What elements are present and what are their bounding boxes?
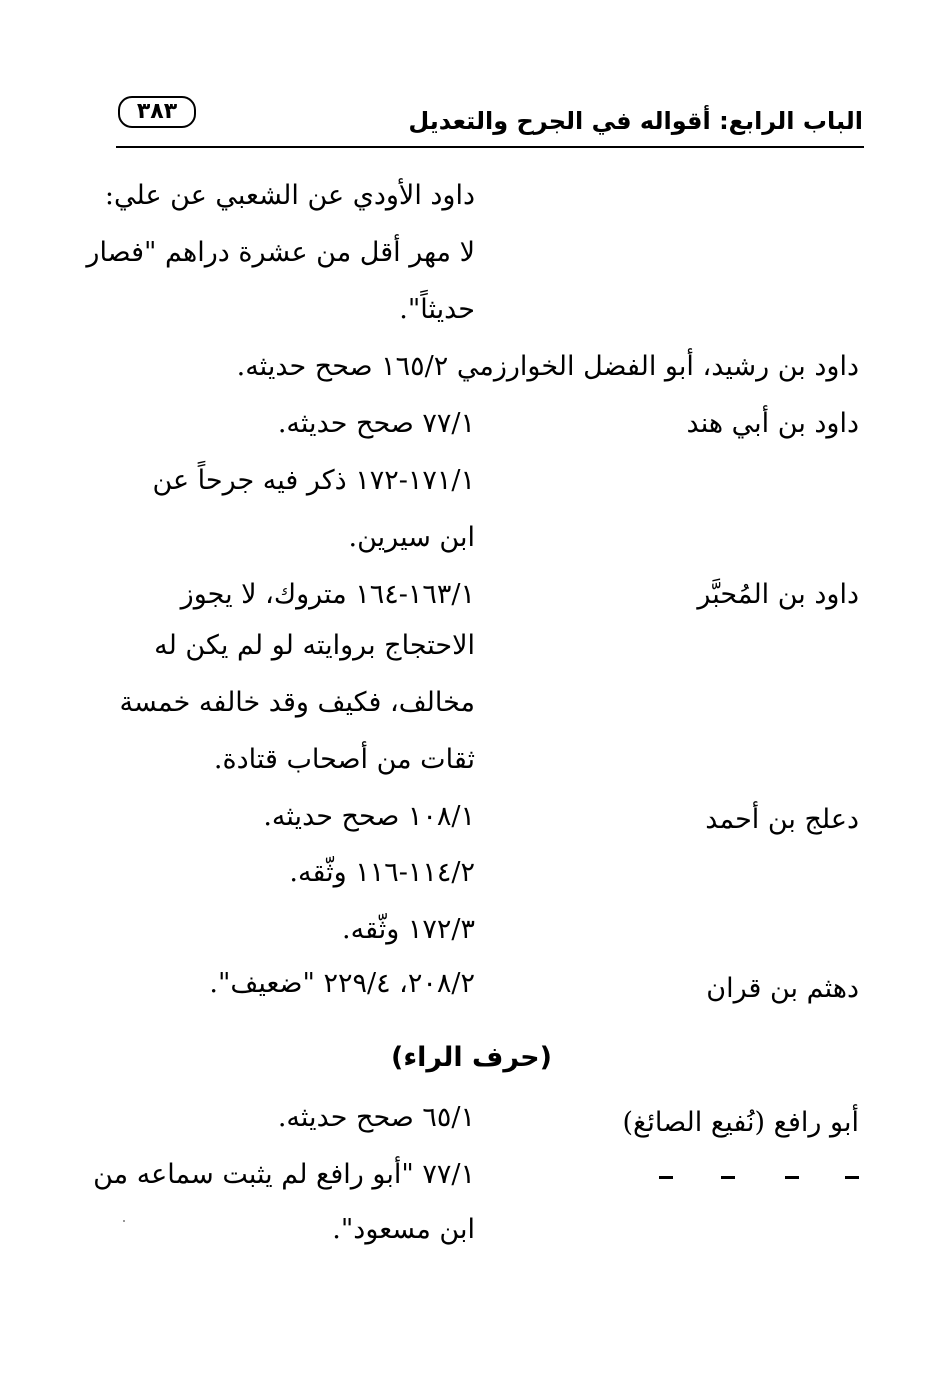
entry-line: ثقات من أصحاب قتادة.	[213, 744, 475, 775]
entry-line: داود الأودي عن الشعبي عن علي:	[104, 180, 475, 211]
entry-line: الاحتجاج بروايته لو لم يكن له	[154, 630, 475, 661]
entry-line: ١٦٣/١-١٦٤ متروك، لا يجوز	[180, 579, 475, 610]
entry-name: داود بن أبي هند	[686, 408, 859, 439]
entry-line: ٢٠٨/٢، ٢٢٩/٤ "ضعيف".	[209, 968, 475, 999]
entry-line: ١٧٢/٣ وثّقه.	[342, 914, 475, 945]
entry-line: ١٠٨/١ صحح حديثه.	[263, 801, 475, 832]
dash-mark	[659, 1176, 673, 1179]
entry-line: لا مهر أقل من عشرة دراهم "فصار	[86, 237, 475, 268]
entry-line: ١٧١/١-١٧٢ ذكر فيه جرحاً عن	[152, 465, 475, 496]
entry-line: ٦٥/١ صحح حديثه.	[277, 1102, 475, 1133]
entry-line: ١١٤/٢-١١٦ وثّقه.	[289, 857, 475, 888]
dash-mark	[785, 1176, 799, 1179]
entry-name: دهثم بن قران	[706, 973, 859, 1004]
dash-mark	[721, 1176, 735, 1179]
entry-line: ٧٧/١ صحح حديثه.	[277, 408, 475, 439]
header-title: الباب الرابع: أقواله في الجرح والتعديل	[408, 107, 863, 135]
entry-line: حديثاً".	[399, 294, 475, 325]
entry-name: أبو رافع (نُفيع الصائغ)	[622, 1107, 859, 1138]
entry-name: داود بن المُحبَّر	[697, 579, 859, 610]
entry-line: ابن مسعود".	[332, 1214, 475, 1245]
section-heading: (حرف الراء)	[391, 1042, 552, 1073]
entry-line: مخالف، فكيف وقد خالفه خمسة	[119, 687, 475, 718]
header-divider	[116, 146, 864, 148]
page-number: ٣٨٣	[118, 96, 196, 128]
repeated-name-dashes	[659, 1172, 859, 1182]
entry-line: ابن سيرين.	[348, 522, 475, 553]
entry-name: دعلج بن أحمد	[705, 804, 859, 835]
scan-speck	[123, 1220, 125, 1222]
entry-line: داود بن رشيد، أبو الفضل الخوارزمي ١٦٥/٢ صحح حديثه.	[236, 351, 859, 382]
dash-mark	[845, 1176, 859, 1179]
entry-line: ٧٧/١ "أبو رافع لم يثبت سماعه من	[93, 1159, 475, 1190]
